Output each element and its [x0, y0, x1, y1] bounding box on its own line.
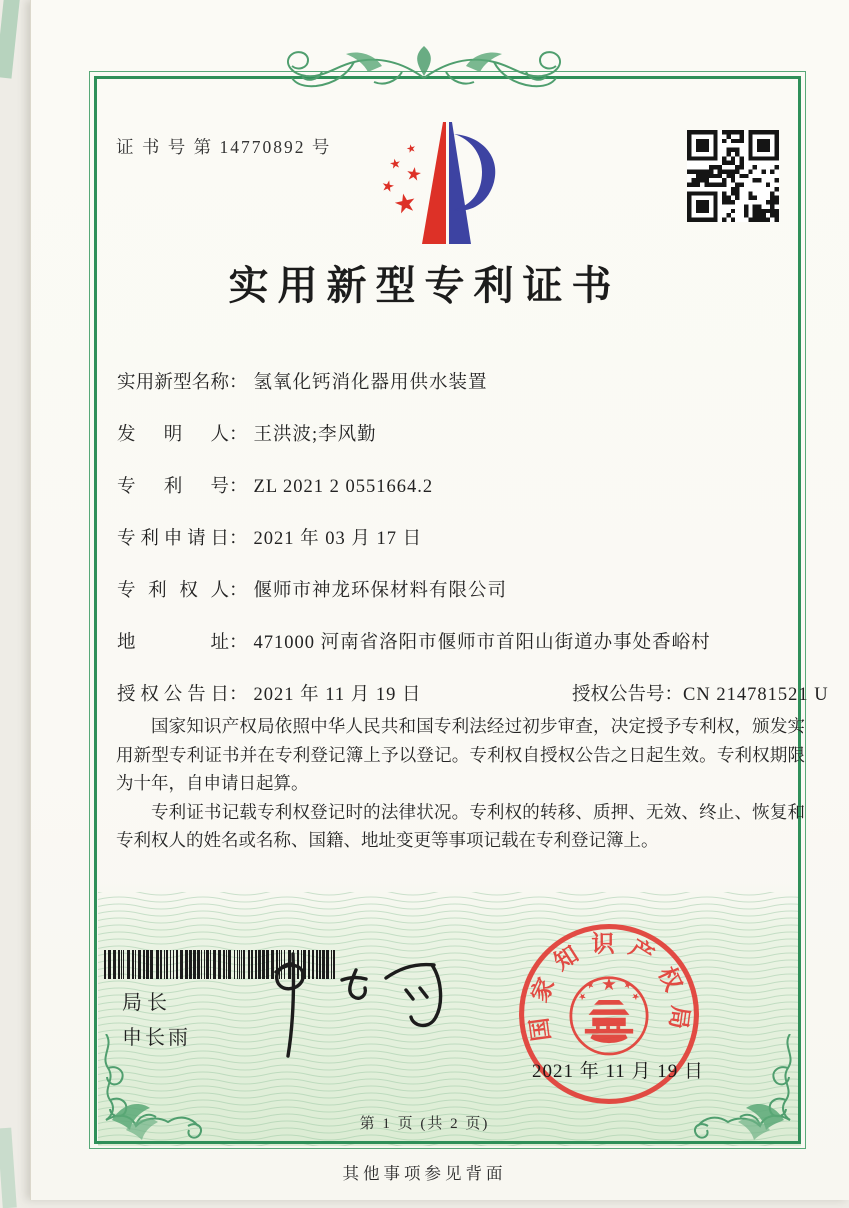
- field-label: 实用新型名称: [117, 373, 229, 393]
- field-filing-date: 专利申请日： 2021 年 03 月 17 日: [117, 524, 422, 550]
- logo-star-1: ★: [405, 142, 418, 157]
- certificate-number: 证 书 号 第 14770892 号: [116, 137, 332, 157]
- svg-text:★: ★: [628, 990, 642, 1004]
- scan-cover-edge-top: [0, 0, 20, 79]
- top-border-ornament: [262, 42, 586, 106]
- legal-paragraph-2: 专利证书记载专利权登记时的法律状况。专利权的转移、质押、无效、终止、恢复和专利权人的姓名或名称、国籍、地址变更等事项记载在专利登记簿上。: [116, 801, 805, 850]
- logo-star-5: ★: [390, 187, 420, 221]
- field-value: 471000 河南省洛阳市偃师市首阳山街道办事处香峪村: [253, 633, 711, 653]
- field-grant-number: 授权公告号：CN 214781521 U: [572, 685, 829, 705]
- seal-date: 2021 年 11 月 19 日: [532, 1061, 705, 1082]
- field-patent-number: 专利号： ZL 2021 2 0551664.2: [117, 472, 433, 498]
- field-value: 王洪波;李风勤: [253, 425, 377, 445]
- qr-code: [687, 130, 779, 222]
- seal-national-emblem: [571, 974, 647, 1054]
- field-grant-date: 授权公告日： 2021 年 11 月 19 日 授权公告号：CN 214781521 U: [117, 680, 421, 706]
- svg-text:★: ★: [585, 979, 597, 993]
- logo-star-3: ★: [379, 177, 397, 197]
- field-value: 偃师市神龙环保材料有限公司: [253, 581, 508, 601]
- field-label: 地址: [117, 633, 229, 653]
- field-label: 发明人: [117, 425, 229, 445]
- legal-text: [116, 712, 805, 855]
- field-label: 专利权人: [117, 581, 229, 601]
- svg-text:★: ★: [601, 973, 617, 994]
- logo-wedge-red: [422, 122, 446, 244]
- legal-paragraph-1: 国家知识产权局依照中华人民共和国专利法经过初步审查，决定授予专利权，颁发实用新型专利证书并在专利登记簿上予以登记。专利权自授权公告之日起生效。专利权期限为十年，自申请日起算。: [116, 716, 805, 793]
- cnipa-logo: [350, 112, 540, 248]
- field-patentee: 专利权人： 偃师市神龙环保材料有限公司: [117, 576, 507, 602]
- field-utility-model-name: 实用新型名称： 氢氧化钙消化器用供水装置: [117, 368, 488, 394]
- director-title: 局长: [122, 992, 172, 1014]
- logo-star-2: ★: [388, 155, 403, 172]
- field-value: 2021 年 11 月 19 日: [253, 685, 422, 705]
- field-value: 2021 年 03 月 17 日: [253, 529, 423, 549]
- field-inventor: 发明人： 王洪波;李风勤: [117, 420, 377, 446]
- svg-text:★: ★: [621, 979, 633, 993]
- field-address: 地址： 471000 河南省洛阳市偃师市首阳山街道办事处香峪村: [117, 628, 711, 654]
- field-label: 授权公告日: [117, 685, 229, 705]
- seal-text: 国家知识产权局: [525, 931, 693, 1043]
- back-side-note: 其他事项参见背面: [342, 1164, 507, 1183]
- director-signature: [246, 948, 458, 1064]
- logo-star-4: ★: [404, 163, 424, 186]
- field-value: ZL 2021 2 0551664.2: [253, 477, 434, 497]
- field-label: 专利申请日: [117, 529, 229, 549]
- page-number: 第 1 页 (共 2 页): [359, 1116, 490, 1132]
- field-value: 氢氧化钙消化器用供水装置: [253, 373, 488, 393]
- certificate-title: 实用新型专利证书: [228, 263, 621, 308]
- svg-text:★: ★: [576, 990, 590, 1004]
- field-label: 专利号: [117, 477, 229, 497]
- director-name: 申长雨: [122, 1027, 191, 1049]
